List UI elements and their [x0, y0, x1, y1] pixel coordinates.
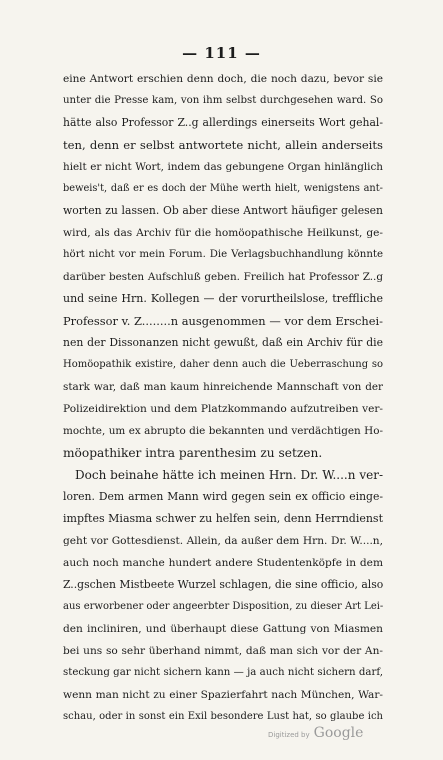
text-line: auch noch manche hundert andere Studentenköpfe in dem [63, 557, 383, 569]
google-logo: Google [313, 725, 364, 741]
page-number: — 111 — [182, 44, 261, 62]
text-line: aus erworbener oder angeerbter Disposition, zu dieser Art Lei- [63, 601, 383, 612]
body-text [63, 68, 383, 728]
text-line: loren. Dem armen Mann wird gegen sein ex officio einge- [63, 490, 383, 503]
text-line: stark war, daß man kaum hinreichende Mannschaft von der [63, 381, 383, 393]
text-line: darüber besten Aufschluß geben. Freilich hat Professor Z..g [63, 271, 383, 283]
text-line: geht vor Gottesdienst. Allein, da außer dem Hrn. Dr. W....n, [63, 535, 383, 547]
text-line: schau, oder in sonst ein Exil besondere Lust hat, so glaube ich [63, 711, 383, 722]
text-line: unter die Presse kam, von ihm selbst durchgesehen ward. So [63, 95, 383, 106]
text-line: ten, denn er selbst antwortete nicht, allein anderseits [63, 138, 383, 152]
text-line: eine Antwort erschien denn doch, die noch dazu, bevor sie [63, 73, 383, 85]
text-line: wird, als das Archiv für die homöopathische Heilkunst, ge- [63, 227, 383, 239]
text-line: mochte, um ex abrupto die bekannten und verdächtigen Ho- [63, 425, 383, 437]
text-line: nen der Dissonanzen nicht gewußt, daß ein Archiv für die [63, 336, 383, 349]
text-line: hätte also Professor Z..g allerdings einerseits Wort gehal- [63, 116, 383, 129]
text-line: und seine Hrn. Kollegen — der vorurtheilslose, treffliche [63, 292, 383, 305]
text-line: impftes Miasma schwer zu helfen sein, denn Herrndienst [63, 512, 383, 525]
watermark-prefix: Digitized by [268, 731, 310, 739]
text-line: hielt er nicht Wort, indem das gebungene Organ hinlänglich [63, 161, 383, 173]
text-line: Z..gschen Mistbeete Wurzel schlagen, die sine officio, also [63, 578, 383, 591]
text-line: Professor v. Z........n ausgenommen — vor dem Erschei- [63, 314, 383, 328]
text-line: Doch beinahe hätte ich meinen Hrn. Dr. W....n ver- [75, 468, 383, 482]
text-line: wenn man nicht zu einer Spazierfahrt nach München, War- [63, 689, 383, 701]
text-line: möopathiker intra parenthesim zu setzen. [63, 446, 323, 460]
text-line: steckung gar nicht sichern kann — ja auch nicht sichern darf, [63, 667, 383, 678]
text-line: Homöopathik existire, daher denn auch die Ueberraschung so [63, 359, 383, 370]
digitized-watermark [268, 725, 363, 741]
text-line: hört nicht vor mein Forum. Die Verlagsbuchhandlung könnte [63, 249, 383, 260]
text-line: worten zu lassen. Ob aber diese Antwort häufiger gelesen [63, 204, 383, 217]
text-line: bei uns so sehr überhand nimmt, daß man sich vor der An- [63, 645, 383, 657]
text-line: den incliniren, und überhaupt diese Gattung von Miasmen [63, 623, 383, 635]
text-line: Polizeidirektion und dem Platzkommando aufzutreiben ver- [63, 403, 383, 415]
text-line: beweis't, daß er es doch der Mühe werth hielt, wenigstens ant- [63, 183, 383, 194]
